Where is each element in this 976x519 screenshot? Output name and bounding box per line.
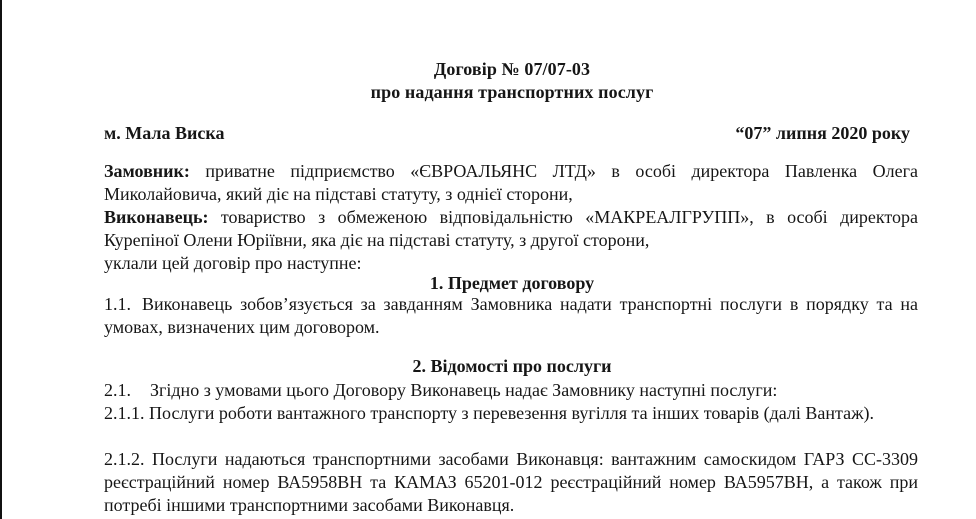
clause-2-1: [104, 379, 918, 402]
executor-label: Виконавець:: [104, 207, 209, 227]
contract-page: [104, 0, 920, 519]
clause-text: Послуги роботи вантажного транспорту з перевезення вугілля та інших товарів (далі Вантаж).: [149, 403, 875, 423]
document-subtitle: про надання транспортних послуг: [370, 82, 654, 102]
clause-2-1-2: [104, 448, 918, 517]
section-1-heading: 1. Предмет договору: [429, 273, 595, 293]
clause-number: 2.1.2.: [104, 449, 145, 469]
clause-number: 2.1.: [104, 380, 131, 400]
place-date-row: [104, 123, 910, 144]
executor-text: товариство з обмеженою відповідальністю «МАКРЕАЛГРУПП», в особі директора Курепіної Олени Юріївни, яка діє на підставі статуту, з другої сторони,: [104, 207, 918, 250]
city: м. Мала Виска: [104, 123, 225, 143]
clause-number: 1.1.: [104, 294, 131, 314]
clause-2-1-1: [104, 402, 918, 425]
executor-paragraph: [104, 206, 918, 252]
clause-text: Виконавець зобов’язується за завданням Замовника надати транспортні послуги в порядку та на умовах, визначених цим договором.: [104, 294, 918, 337]
document-title: Договір № 07/07-03: [433, 59, 591, 79]
customer-paragraph: [104, 160, 918, 206]
customer-label: Замовник:: [104, 161, 190, 181]
page-edge-line: [0, 0, 2, 519]
conclusion-line: уклали цей договір про наступне:: [104, 253, 362, 273]
customer-text: приватне підприємство «ЄВРОАЛЬЯНС ЛТД» в особі директора Павленка Олега Миколайовича, який діє на підставі статуту, з однієї сторони,: [104, 161, 918, 204]
clause-text: Послуги надаються транспортними засобами Виконавця: вантажним самоскидом ГАРЗ СС-3309 реєстраційний номер ВА5958ВН та КАМАЗ 65201-012 реєстраційний номер ВА5957ВН, а також при потребі іншими транспортними засобами Виконавця.: [104, 449, 918, 515]
clause-1-1: [104, 293, 918, 339]
clause-number: 2.1.1.: [104, 403, 145, 423]
contract-date: “07” липня 2020 року: [735, 123, 910, 143]
section-2-heading: 2. Відомості про послуги: [412, 356, 612, 376]
clause-text: Згідно з умовами цього Договору Виконавець надає Замовнику наступні послуги:: [150, 380, 778, 400]
